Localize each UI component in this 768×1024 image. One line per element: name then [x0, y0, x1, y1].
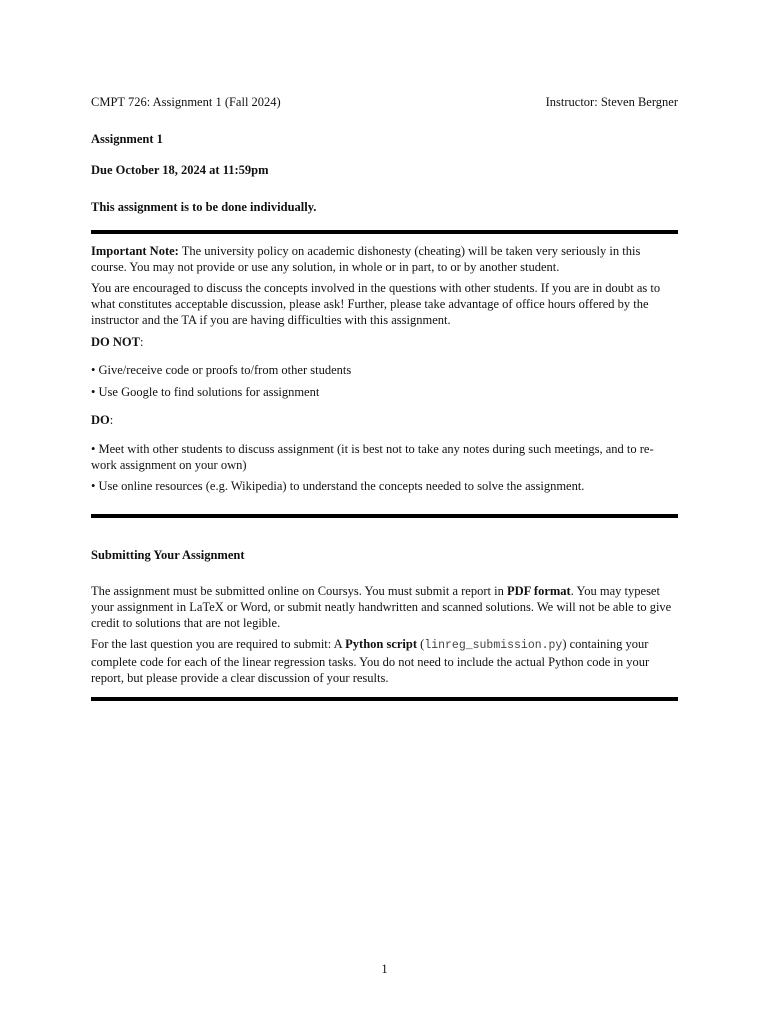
page-header [91, 95, 678, 110]
assignment-title: Assignment 1 [91, 132, 163, 146]
important-note-text: The university policy on academic dishonesty (cheating) will be taken very seriously in this course. You may not provide or use any solution, in whole or in part, to or by another student. [91, 244, 641, 274]
course-title: CMPT 726: Assignment 1 (Fall 2024) [91, 95, 281, 109]
page-number: 1 [381, 962, 388, 976]
pdf-format-text: PDF format [506, 584, 571, 598]
submitting-paragraph-2 [91, 636, 678, 686]
do-item-2: • Use online resources (e.g. Wikipedia) to understand the concepts needed to solve the assignment. [91, 479, 585, 493]
important-note-label: Important Note: [91, 244, 179, 258]
code-open-paren: ( [417, 637, 425, 651]
python-script-text: Python script [345, 637, 418, 651]
middle-rule [91, 514, 678, 518]
do-item-1: • Meet with other students to discuss assignment (it is best not to take any notes during such meetings, and to re-work assignment on your own) [91, 442, 654, 472]
bottom-rule [91, 697, 678, 701]
submitting-title: Submitting Your Assignment [91, 548, 245, 562]
document-page [91, 0, 678, 1024]
instructor-name: Instructor: Steven Bergner [545, 95, 678, 109]
due-date: Due October 18, 2024 at 11:59pm [91, 163, 269, 177]
individual-notice: This assignment is to be done individually. [91, 200, 317, 214]
submit-p2-rest: ) containing your complete code for each of the linear regression tasks. You do not need to include the actual Python code in your report, but please provide a clear discussion of your results. [91, 637, 650, 685]
encouragement-paragraph: You are encouraged to discuss the concepts involved in the questions with other students. If you are in doubt as to what constitutes acceptable discussion, please ask! Further, please take advantage of office hours offered by the instructor and the TA if you are having difficulties with this assignment. [91, 281, 661, 327]
important-note [91, 243, 678, 275]
do-label: DO [91, 413, 110, 427]
do-not-colon: : [139, 335, 144, 349]
script-filename: linreg_submission.py [424, 639, 563, 652]
do-not-item-2: • Use Google to find solutions for assignment [91, 385, 320, 399]
do-heading [91, 412, 678, 428]
do-colon: : [109, 413, 114, 427]
do-not-item-1: • Give/receive code or proofs to/from other students [91, 363, 352, 377]
do-not-heading [91, 334, 678, 350]
top-rule [91, 230, 678, 234]
do-not-label: DO NOT [91, 335, 140, 349]
submit-p1-rest: . You may typeset your assignment in LaTeX or Word, or submit neatly handwritten and scanned solutions. We will not be able to give credit to solutions that are not legible. [91, 584, 672, 630]
submitting-paragraph-1 [91, 583, 678, 631]
submit-p2-text: For the last question you are required to submit: A [91, 637, 346, 651]
submit-p1-text: The assignment must be submitted online on Coursys. You must submit a report in [91, 584, 507, 598]
